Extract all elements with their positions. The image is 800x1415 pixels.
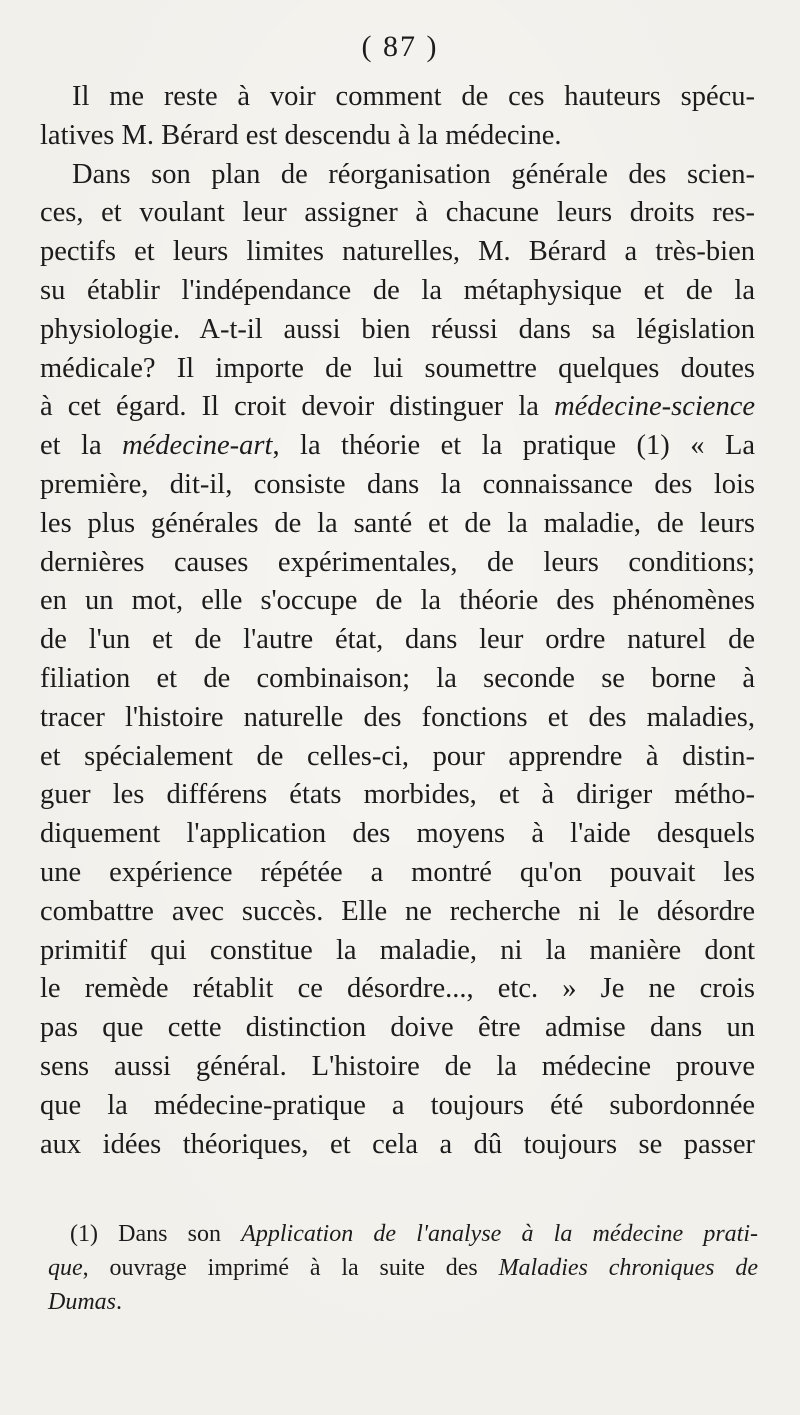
text-line: aux idées théoriques, et cela a dû toujours se passer [40,1128,755,1160]
text-line: une expérience répétée a montré qu'on pouvait les [40,856,755,888]
text-line: Il me reste à voir comment de ces hauteurs spécu- [72,81,755,112]
italic-term: Application de l'analyse à la médecine prati- [241,1221,758,1247]
text-line: en un mot, elle s'occupe de la théorie des phénomènes [40,585,755,617]
text-line: su établir l'indépendance de la métaphysique et de la [40,274,755,306]
text-segment: , la théorie et la pratique (1) « La [272,430,756,462]
footnote-line [48,1251,758,1285]
italic-term: Dumas [48,1289,117,1315]
text-segment: , ouvrage imprimé à la suite des [82,1255,478,1281]
text-segment: à cet égard. Il croit devoir distinguer la [40,391,539,423]
text-line: les plus générales de la santé et de la maladie, de leurs [40,507,755,539]
text-line: le remède rétablit ce désordre..., etc. » Je ne crois [40,973,755,1005]
text-line: première, dit-il, consiste dans la connaissance des lois [40,468,755,500]
text-line [40,427,755,466]
body-text [40,78,755,1164]
italic-term: Maladies chroniques de [498,1255,759,1281]
text-line: tracer l'histoire naturelle des fonctions et des maladies, [40,701,755,733]
page-number: ( 87 ) [361,30,439,63]
text-line: primitif qui constitue la maladie, ni la manière dont [40,934,755,966]
text-line: et spécialement de celles-ci, pour apprendre à distin- [40,740,755,772]
text-line: ces, et voulant leur assigner à chacune leurs droits res- [40,197,755,229]
text-line: filiation et de combinaison; la seconde se borne à [40,662,755,694]
text-line [40,388,755,427]
text-line: physiologie. A-t-il aussi bien réussi dans sa législation [40,313,755,345]
text-line: guer les différens états morbides, et à diriger métho- [40,779,755,811]
text-segment: . [116,1289,123,1315]
text-line: pas que cette distinction doive être admise dans un [40,1012,755,1044]
footnote [48,1217,759,1319]
text-line: Dans son plan de réorganisation générale des scien- [72,158,755,190]
footnote-line [48,1285,758,1319]
text-segment: et la [40,430,102,462]
text-line: latives M. Bérard est descendu à la médecine. [40,119,562,151]
text-line: de l'un et de l'autre état, dans leur ordre naturel de [40,624,755,656]
italic-term: que [48,1255,83,1281]
text-line: dernières causes expérimentales, de leurs conditions; [40,546,755,578]
text-line: que la médecine-pratique a toujours été subordonnée [40,1089,755,1121]
italic-term: médecine-science [554,391,756,423]
italic-term: médecine-art [122,430,273,462]
text-line: combattre avec succès. Elle ne recherche ni le désordre [40,895,755,927]
footnote-line [70,1217,758,1251]
text-line: pectifs et leurs limites naturelles, M. Bérard a très-bien [40,236,755,268]
text-line: diquement l'application des moyens à l'aide desquels [40,818,755,850]
text-line: médicale? Il importe de lui soumettre quelques doutes [40,352,755,384]
text-line: sens aussi général. L'histoire de la médecine prouve [40,1050,755,1082]
text-segment: (1) Dans son [70,1221,222,1247]
